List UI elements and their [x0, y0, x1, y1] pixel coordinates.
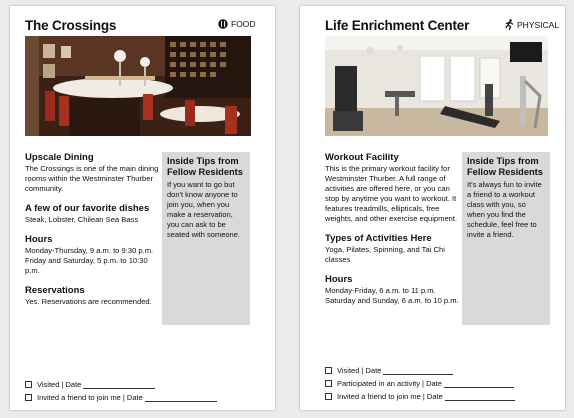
checklist-item[interactable] [325, 390, 515, 403]
right-page [300, 6, 565, 410]
left-page [10, 6, 275, 410]
section-heading: Hours [325, 274, 353, 285]
section-heading: Hours [25, 234, 53, 245]
fitness-photo [325, 36, 548, 136]
section-text: Yoga, Pilates, Spinning, and Tai Chi classes [325, 245, 445, 264]
fill-in-line[interactable] [145, 393, 217, 402]
tips-heading: Inside Tips from Fellow Residents [167, 156, 243, 177]
info-column [325, 152, 459, 306]
section-heading: Workout Facility [325, 152, 399, 163]
checklist-item[interactable] [325, 377, 515, 390]
checkbox[interactable] [25, 394, 32, 401]
checkbox[interactable] [325, 380, 332, 387]
section-heading: Reservations [25, 285, 85, 296]
checklist [25, 378, 217, 404]
section-heading: Types of Activities Here [325, 233, 432, 244]
tips-box [162, 152, 250, 325]
checklist-label: Invited a friend to join me | Date [337, 392, 443, 401]
section-text: Monday-Friday, 6 a.m. to 11 p.m. Saturday and Sunday, 6 a.m. to 10 p.m. [325, 286, 459, 305]
fill-in-line[interactable] [83, 380, 155, 389]
info-column [25, 152, 159, 307]
section-text: The Crossings is one of the main dining rooms within the Westminster Thurber community. [25, 164, 159, 193]
checklist-label: Participated in an activity | Date [337, 379, 442, 388]
runner-icon [504, 19, 514, 30]
section-text: This is the primary workout facility for Westminster Thurber. A full range of activities are offered here, or you can stop by anytime you want to workout. It features treadmills, ellipticals, free weights, and other exercise equipment. [325, 164, 458, 223]
checkbox[interactable] [325, 393, 332, 400]
section-text: Monday-Thursday, 9 a.m. to 9:30 p.m. Friday and Saturday, 5 p.m. to 10:30 p.m. [25, 246, 154, 275]
checklist-item[interactable] [25, 391, 217, 404]
fork-knife-icon [218, 19, 228, 29]
category-tag [504, 19, 559, 30]
tips-text: If you want to go but don't know anyone to join you, when you make a reservation, you can ask to be seated with someone. [167, 180, 240, 239]
checkbox[interactable] [325, 367, 332, 374]
checklist-item[interactable] [25, 378, 217, 391]
category-label: PHYSICAL [517, 19, 560, 30]
section-heading: A few of our favorite dishes [25, 203, 150, 214]
checkbox[interactable] [25, 381, 32, 388]
tips-box [462, 152, 550, 325]
fill-in-line[interactable] [383, 366, 453, 375]
checklist [325, 364, 515, 403]
section-heading: Upscale Dining [25, 152, 94, 163]
checklist-label: Invited a friend to join me | Date [37, 393, 143, 402]
category-label: FOOD [231, 19, 256, 29]
checklist-label: Visited | Date [337, 366, 382, 375]
checklist-item[interactable] [325, 364, 515, 377]
page-title: The Crossings [25, 18, 117, 33]
section-text: Steak, Lobster, Chilean Sea Bass [25, 215, 139, 224]
page-title: Life Enrichment Center [325, 18, 470, 33]
category-tag [218, 19, 256, 29]
tips-heading: Inside Tips from Fellow Residents [467, 156, 543, 177]
restaurant-photo [25, 36, 251, 136]
section-text: Yes. Reservations are recommended. [25, 297, 152, 306]
fill-in-line[interactable] [444, 379, 514, 388]
tips-text: It's always fun to invite a friend to a workout class with you, so when you find the schedule, feel free to invite a friend. [467, 180, 542, 239]
fill-in-line[interactable] [445, 392, 515, 401]
checklist-label: Visited | Date [37, 380, 82, 389]
